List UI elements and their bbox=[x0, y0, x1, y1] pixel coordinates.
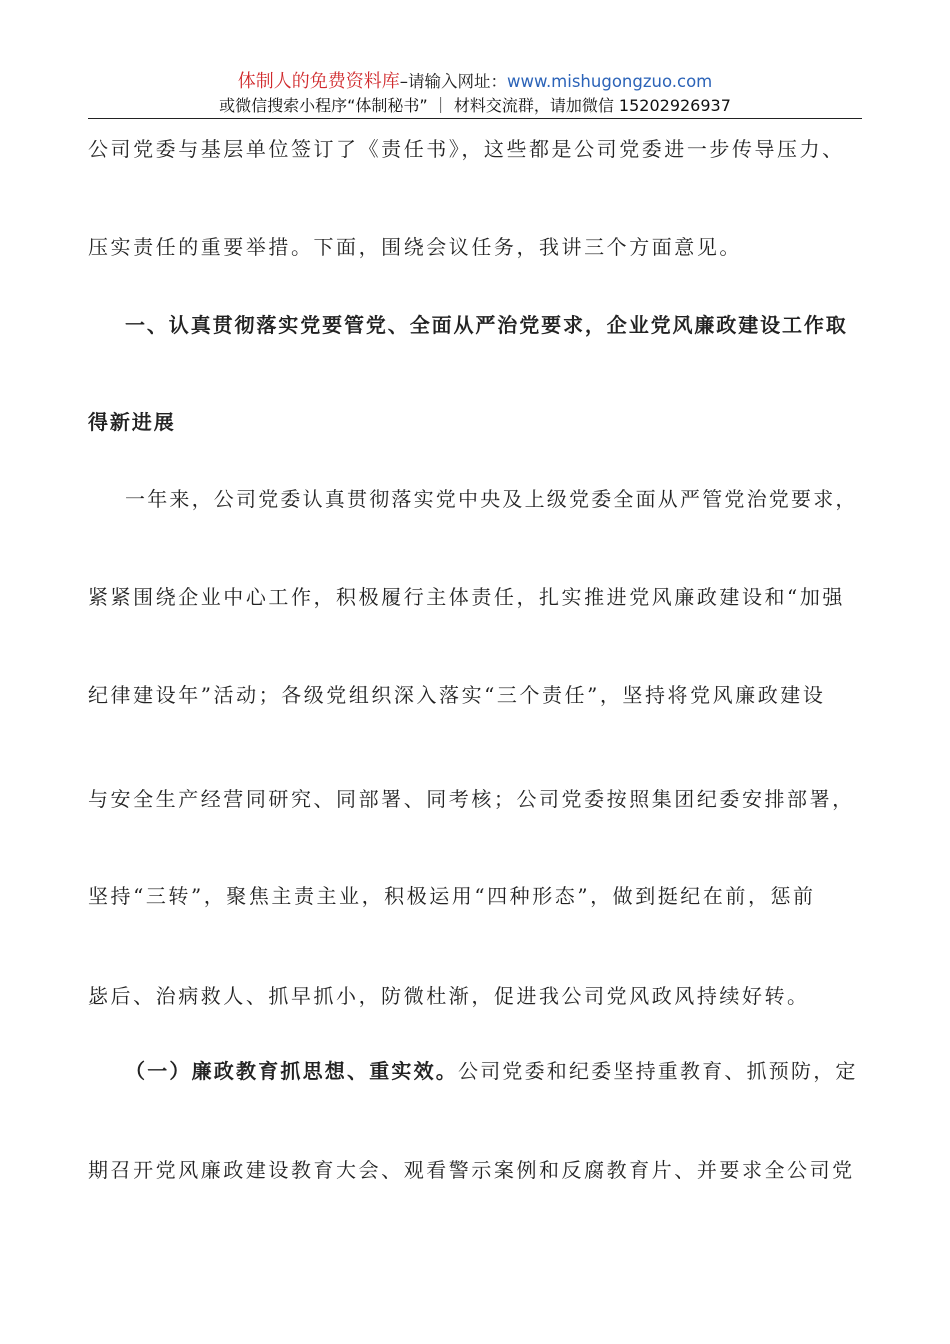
section-heading-line: 一、认真贯彻落实党要管党、全面从严治党要求，企业党风廉政建设工作取 bbox=[125, 313, 848, 337]
paragraph-line: 紧紧围绕企业中心工作，积极履行主体责任，扎实推进党风廉政建设和“加强 bbox=[88, 585, 845, 609]
header-divider bbox=[88, 118, 862, 119]
subsection-title: （一）廉政教育抓思想、重实效。 bbox=[125, 1059, 458, 1083]
paragraph-line: 期召开党风廉政建设教育大会、观看警示案例和反腐教育片、并要求全公司党 bbox=[88, 1158, 855, 1182]
header-line-1 bbox=[88, 70, 862, 94]
subsection-text: 公司党委和纪委坚持重教育、抓预防，定 bbox=[458, 1059, 858, 1083]
paragraph-line: 与安全生产经营同研究、同部署、同考核；公司党委按照集团纪委安排部署， bbox=[88, 787, 855, 811]
paragraph-line: 纪律建设年”活动；各级党组织深入落实“三个责任”，坚持将党风廉政建设 bbox=[88, 683, 826, 707]
header-line-2: 或微信搜索小程序“体制秘书” ｜ 材料交流群，请加微信 15202926937 bbox=[219, 96, 731, 115]
paragraph-line: 毖后、治病救人、抓早抓小，防微杜渐，促进我公司党风政风持续好转。 bbox=[88, 984, 810, 1008]
section-heading-line: 得新进展 bbox=[88, 410, 176, 434]
header-prompt: –请输入网址： bbox=[399, 72, 507, 91]
body-line: 公司党委与基层单位签订了《责任书》，这些都是公司党委进一步传导压力、 bbox=[88, 137, 845, 161]
header-brand: 体制人的免费资料库 bbox=[237, 71, 400, 92]
header-url-link[interactable]: www.mishugongzuo.com bbox=[506, 72, 713, 91]
page-header bbox=[88, 70, 862, 118]
paragraph-line: 坚持“三转”，聚焦主责主业，积极运用“四种形态”，做到挺纪在前，惩前 bbox=[88, 884, 816, 908]
subsection-line bbox=[125, 1057, 862, 1085]
paragraph-line: 一年来，公司党委认真贯彻落实党中央及上级党委全面从严管党治党要求， bbox=[125, 487, 858, 511]
body-line: 压实责任的重要举措。下面，围绕会议任务，我讲三个方面意见。 bbox=[88, 235, 742, 259]
